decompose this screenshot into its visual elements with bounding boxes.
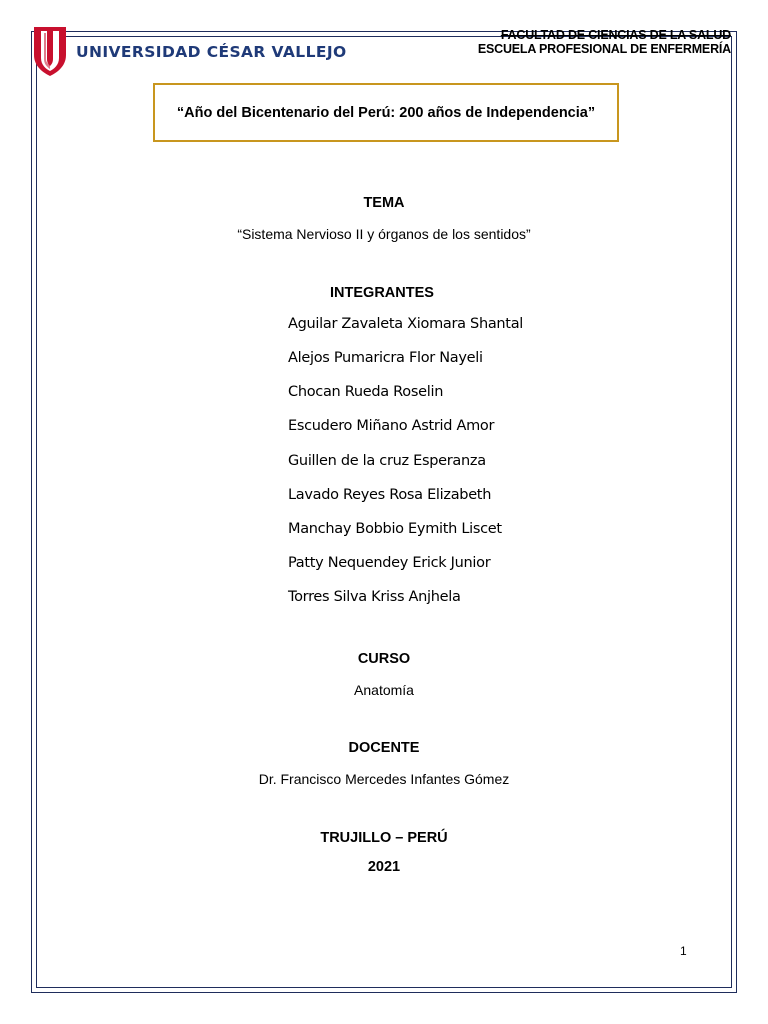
faculty-header bbox=[478, 28, 731, 56]
member-name: Manchay Bobbio Eymith Liscet bbox=[288, 521, 502, 537]
school-name: ESCUELA PROFESIONAL DE ENFERMERÍA bbox=[477, 42, 731, 56]
member-name: Patty Nequendey Erick Junior bbox=[288, 555, 491, 571]
university-name: UNIVERSIDAD CÉSAR VALLEJO bbox=[76, 43, 347, 61]
member-name: Torres Silva Kriss Anjhela bbox=[288, 589, 461, 605]
location-text: TRUJILLO – PERÚ bbox=[320, 830, 448, 846]
motto-text: “Año del Bicentenario del Perú: 200 años de Independencia” bbox=[176, 104, 596, 121]
member-name: Aguilar Zavaleta Xiomara Shantal bbox=[288, 316, 524, 332]
motto-box bbox=[153, 83, 619, 142]
page-number: 1 bbox=[680, 944, 687, 958]
member-name: Chocan Rueda Roselin bbox=[288, 384, 444, 400]
ucv-shield-icon bbox=[32, 25, 68, 77]
docente-label: DOCENTE bbox=[348, 740, 420, 756]
tema-label: TEMA bbox=[363, 195, 405, 211]
integrantes-label: INTEGRANTES bbox=[330, 285, 434, 301]
curso-label: CURSO bbox=[357, 651, 411, 667]
faculty-name: FACULTAD DE CIENCIAS DE LA SALUD bbox=[500, 28, 731, 42]
member-name: Guillen de la cruz Esperanza bbox=[288, 453, 486, 469]
member-name: Alejos Pumaricra Flor Nayeli bbox=[288, 350, 483, 366]
year-text: 2021 bbox=[367, 859, 401, 875]
docente-value: Dr. Francisco Mercedes Infantes Gómez bbox=[258, 771, 510, 787]
tema-value: “Sistema Nervioso II y órganos de los sentidos” bbox=[237, 226, 531, 242]
member-name: Escudero Miñano Astrid Amor bbox=[288, 418, 495, 434]
curso-value: Anatomía bbox=[354, 682, 414, 698]
member-name: Lavado Reyes Rosa Elizabeth bbox=[288, 487, 492, 503]
university-logo bbox=[32, 25, 347, 77]
